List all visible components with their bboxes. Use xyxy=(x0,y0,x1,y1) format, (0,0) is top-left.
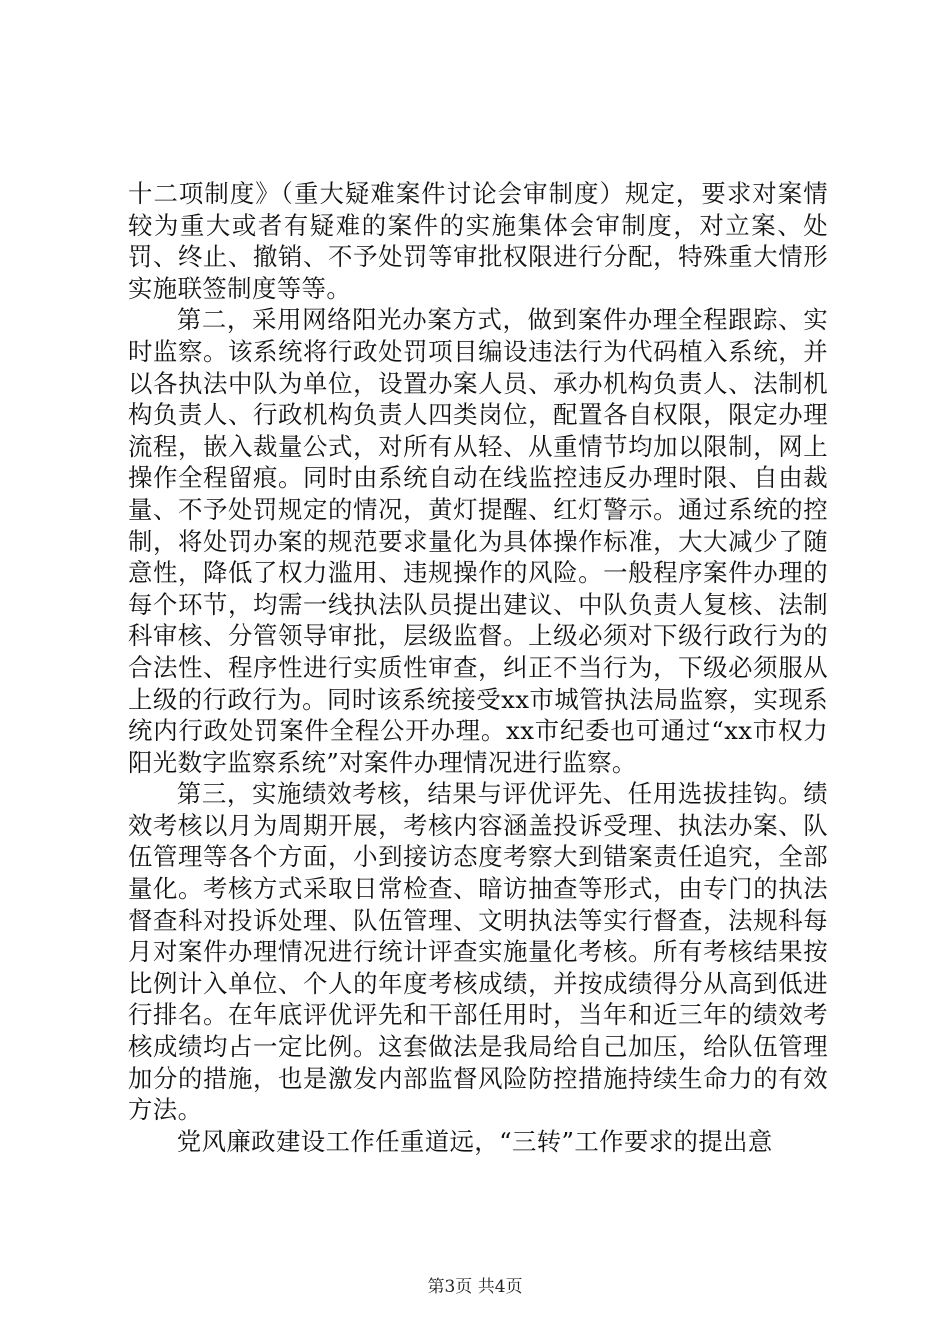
paragraph-3: 第三，实施绩效考核，结果与评优评先、任用选拔挂钩。绩效考核以月为周期开展，考核内容涵盖投诉受理、执法办案、队伍管理等各个方面，小到接访态度考察大到错案责任追究，全部量化。考核方式采取日常检查、暗访抽查等形式，由专门的执法督查科对投诉处理、队伍管理、文明执法等实行督查，法规科每月对案件办理情况进行统计评查实施量化考核。所有考核结果按比例计入单位、个人的年度考核成绩，并按成绩得分从高到低进行排名。在年底评优评先和干部任用时，当年和近三年的绩效考核成绩均占一定比例。这套做法是我局给自己加压，给队伍管理加分的措施，也是激发内部监督风险防控措施持续生命力的有效方法。 xyxy=(128,779,828,1125)
paragraph-2: 第二，采用网络阳光办案方式，做到案件办理全程跟踪、实时监察。该系统将行政处罚项目编设违法行为代码植入系统，并以各执法中队为单位，设置办案人员、承办机构负责人、法制机构负责人、行政机构负责人四类岗位，配置各自权限，限定办理流程，嵌入裁量公式，对所有从轻、从重情节均加以限制，网上操作全程留痕。同时由系统自动在线监控违反办理时限、自由裁量、不予处罚规定的情况，黄灯提醒、红灯警示。通过系统的控制，将处罚办案的规范要求量化为具体操作标准，大大减少了随意性，降低了权力滥用、违规操作的风险。一般程序案件办理的每个环节，均需一线执法队员提出建议、中队负责人复核、法制科审核、分管领导审批，层级监督。上级必须对下级行政行为的合法性、程序性进行实质性审查，纠正不当行为，下级必须服从上级的行政行为。同时该系统接受xx市城管执法局监察，实现系统内行政处罚案件全程公开办理。xx市纪委也可通过“xx市权力阳光数字监察系统”对案件办理情况进行监察。 xyxy=(128,305,828,777)
document-body xyxy=(128,178,828,1157)
page-footer: 第3页 共4页 xyxy=(427,1277,523,1297)
paragraph-1: 十二项制度》（重大疑难案件讨论会审制度）规定，要求对案情较为重大或者有疑难的案件的实施集体会审制度，对立案、处罚、终止、撤销、不予处罚等审批权限进行分配，特殊重大情形实施联签制度等等。 xyxy=(128,179,828,303)
paragraph-4: 党风廉政建设工作任重道远，“三转”工作要求的提出意 xyxy=(176,1126,773,1156)
